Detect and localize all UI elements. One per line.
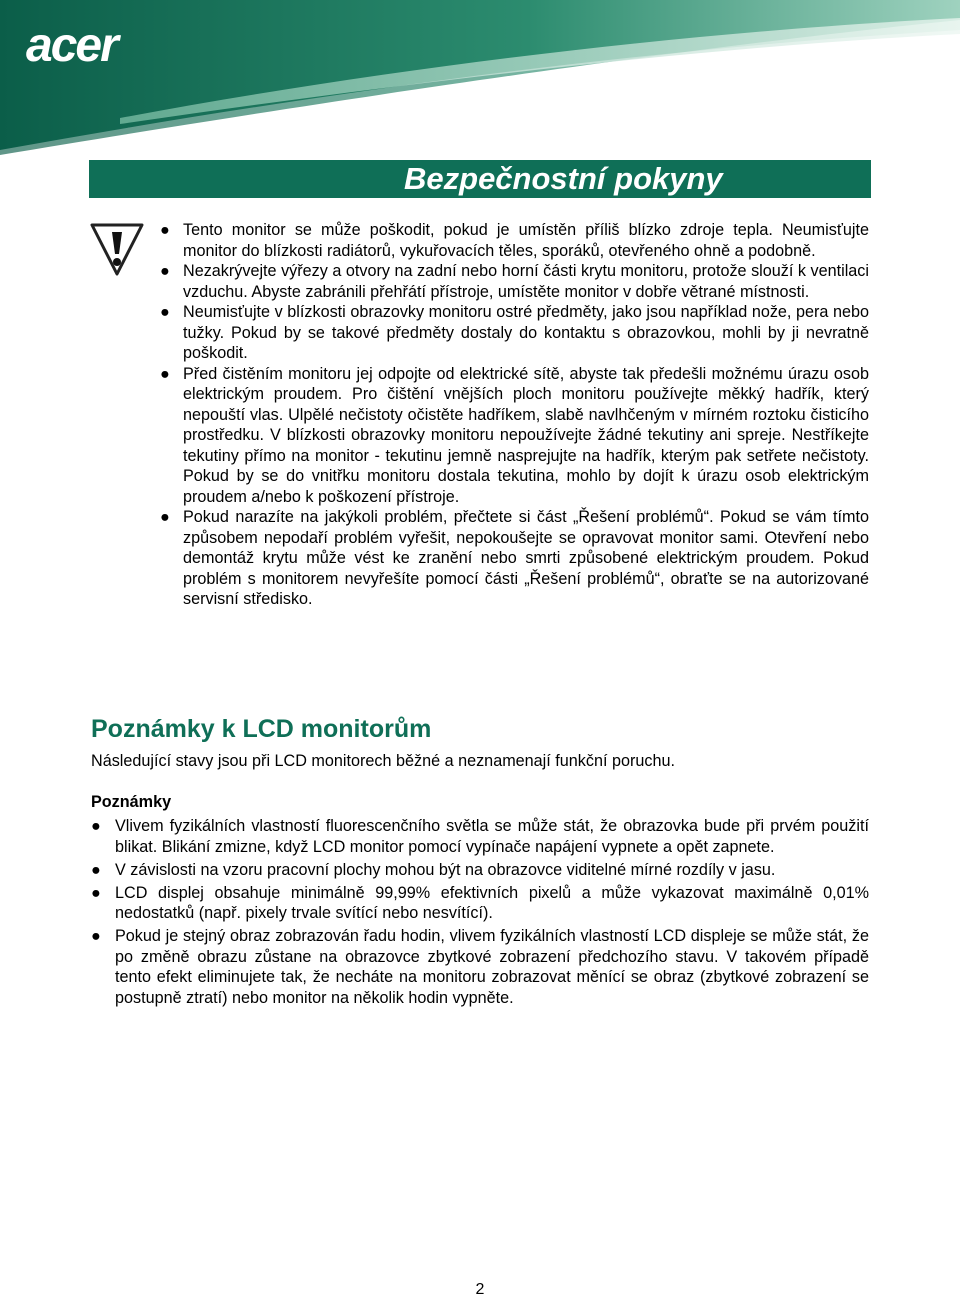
lcd-notes-list — [91, 816, 869, 1011]
list-item-text: Pokud je stejný obraz zobrazován řadu hodin, vlivem fyzikálních vlastností LCD displeje se může stát, že po změně obrazu zůstane na obrazovce zbytkové zobrazení předchozího stavu. V takovém případě tento efekt eliminujete tak, že necháte na monitoru zobrazovat měnící se obraz (zbytkové zobrazení se postupně ztratí) nebo monitor na několik hodin vypněte. — [115, 927, 869, 1007]
list-item — [160, 302, 869, 364]
warning-triangle-icon — [89, 220, 145, 278]
section-intro: Následující stavy jsou při LCD monitorech běžné a neznamenají funkční poruchu. — [91, 752, 675, 770]
list-item-text: Před čistěním monitoru jej odpojte od elektrické sítě, abyste tak předešli možnému úrazu osob elektrickým proudem. Pro čištění vnějších ploch monitoru používejte měkký hadřík, který nepouští vlas. Ulpělé nečistoty očistěte hadříkem, slabě navlhčeným v mírném roztoku čisticího prostředku. V blízkosti obrazovky monitoru nepoužívejte žádné tekutiny ani spreje. Nestříkejte tekutiny přímo na monitor - tekutinu jemně nasprejujte na hadřík, kterým pak setřete nečistoty. Pokud by se do vnitřku monitoru dostala tekutina, mohlo by dojít k úrazu osob elektrickým proudem a/nebo k poškození přístroje. — [183, 364, 869, 506]
header-swoosh-graphic — [0, 0, 960, 160]
list-item — [91, 860, 869, 881]
acer-logo: acer — [26, 19, 117, 72]
bullet-icon: ● — [91, 883, 101, 902]
page-number: 2 — [475, 1281, 485, 1298]
safety-instructions-list — [160, 220, 869, 610]
list-item — [160, 507, 869, 610]
bullet-icon: ● — [91, 927, 101, 945]
list-item-text: V závislosti na vzoru pracovní plochy mohou být na obrazovce viditelné mírné rozdíly v jasu. — [115, 860, 776, 879]
title-bar — [89, 160, 871, 198]
list-item — [91, 816, 869, 857]
list-item — [160, 261, 869, 302]
bullet-icon: ● — [91, 860, 101, 879]
list-item — [91, 883, 869, 924]
list-item-text: Tento monitor se může poškodit, pokud je umístěn příliš blízko zdroje tepla. Neumisťujte monitor do blízkosti radiátorů, vykuřovacích těles, sporáků, otevřeného ohně a podobně. — [183, 221, 869, 260]
list-item — [91, 926, 869, 1008]
bullet-icon: ● — [160, 221, 170, 239]
list-item-text: Nezakrývejte výřezy a otvory na zadní nebo horní části krytu monitoru, protože slouží k ventilaci vzduchu. Abyste zabránili přehřátí přístroje, umístěte monitor v dobře větrané místnosti. — [183, 262, 869, 301]
bullet-icon: ● — [160, 262, 170, 280]
page-title: Bezpečnostní pokyny — [404, 161, 723, 196]
list-item-text: Neumisťujte v blízkosti obrazovky monitoru ostré předměty, jako jsou například nože, pera nebo tužky. Pokud by se takové předměty dostaly do kontaktu s obrazovkou, mohli by ji nevratně poškodit. — [183, 303, 869, 362]
bullet-icon: ● — [160, 508, 170, 526]
list-item — [160, 364, 869, 508]
bullet-icon: ● — [91, 817, 101, 835]
list-item-text: LCD displej obsahuje minimálně 99,99% efektivních pixelů a může vykazovat maximálně 0,01% nedostatků (např. pixely trvale svítící nebo nesvítící). — [115, 883, 869, 922]
list-item-text: Pokud narazíte na jakýkoli problém, přečtete si část „Řešení problémů“. Pokud se vám tímto způsobem nepodaří problém vyřešit, nepokoušejte se opravovat monitor sami. Otevření nebo demontáž krytu může vést ke zranění nebo smrti způsobené elektrickým proudem. Pokud problém s monitorem nevyřešíte pomocí části „Řešení problémů“, obraťte se na autorizované servisní středisko. — [183, 508, 869, 608]
section-title-lcd-notes: Poznámky k LCD monitorům — [91, 715, 432, 743]
notes-label: Poznámky — [91, 793, 172, 811]
list-item — [160, 220, 869, 261]
list-item-text: Vlivem fyzikálních vlastností fluorescenčního světla se může stát, že obrazovka bude při prvém použití blikat. Blikání zmizne, když LCD monitor pomocí vypínače napájení vypnete a opět zapnete. — [115, 817, 869, 856]
bullet-icon: ● — [160, 364, 170, 383]
bullet-icon: ● — [160, 303, 170, 321]
